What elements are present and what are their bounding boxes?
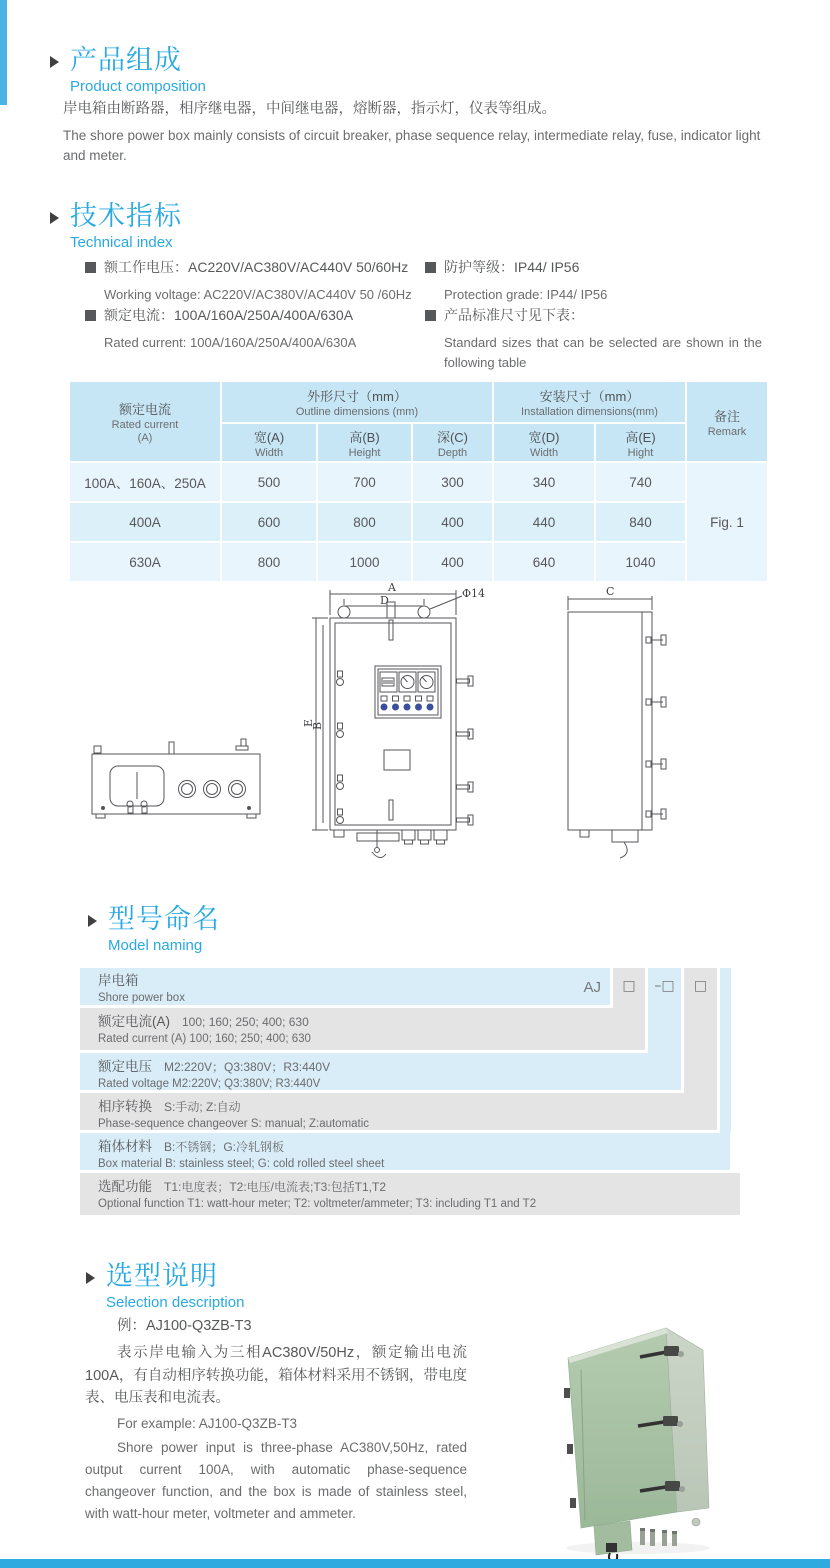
section-title-en: Technical index [70, 234, 173, 252]
cell-width: 500 [222, 463, 316, 501]
header-zh: 安装尺寸（mm） [539, 389, 640, 404]
header-en: Remark [707, 425, 747, 438]
dimensions-table [68, 380, 769, 583]
selection-example-zh: 例：AJ100-Q3ZB-T3 [117, 1318, 252, 1334]
section-arrow-icon [88, 915, 97, 927]
spec-working-voltage [85, 257, 425, 305]
cell-install-height: 840 [596, 503, 685, 541]
code-column-voltage [648, 968, 681, 1053]
cell-height: 1000 [318, 543, 411, 581]
spec-rated-current [85, 305, 425, 353]
spec-protection-grade [425, 257, 765, 305]
col-header-height-b: 高(B) Height [318, 424, 411, 461]
square-bullet-icon [85, 262, 96, 273]
section-arrow-icon [50, 56, 59, 68]
page-edge-tab [0, 0, 7, 105]
cell-install-height: 1040 [596, 543, 685, 581]
header-zh: 额定电流 [118, 402, 171, 417]
square-bullet-icon [425, 262, 436, 273]
cell-install-width: 440 [494, 503, 594, 541]
header-zh: 外形尺寸（mm） [307, 389, 407, 404]
cell-current: 630A [70, 543, 220, 581]
model-code-box: □ [693, 978, 708, 994]
model-row-rated-current: 额定电流(A) 100; 160; 250; 400; 630 Rated current (A) 100; 160; 250; 400; 630 [80, 1008, 645, 1050]
cell-depth: 300 [413, 463, 492, 501]
code-column-phase [684, 968, 717, 1093]
nameplate [384, 750, 410, 770]
model-row-box-material: 箱体材料 B:不锈钢；G:冷轧钢板 Box material B: stainless steel; G: cold rolled steel sheet [80, 1133, 730, 1170]
square-bullet-icon [425, 310, 436, 321]
model-code-prefix: AJ [583, 979, 601, 996]
cell-install-height: 740 [596, 463, 685, 501]
section-arrow-icon [86, 1272, 95, 1284]
spec-standard-sizes [425, 305, 765, 373]
model-row-rated-voltage: 额定电压 M2:220V；Q3:380V；R3:440V Rated voltage M2:220V; Q3:380V; R3:440V [80, 1053, 681, 1090]
model-naming-diagram [80, 968, 742, 1215]
col-header-width-a: 宽(A) Width [222, 424, 316, 461]
section-technical-index [50, 202, 182, 251]
cell-height: 800 [318, 503, 411, 541]
section-arrow-icon [50, 212, 59, 224]
dim-label-d: D [380, 594, 389, 607]
spec-en: Protection grade: IP44/ IP56 [444, 287, 608, 302]
cell-install-width: 340 [494, 463, 594, 501]
dim-label-b: B [311, 721, 324, 730]
spec-zh: 产品标准尺寸见下表： [444, 307, 584, 323]
page-footer-bar [0, 1559, 830, 1568]
composition-body-en: The shore power box mainly consists of circuit breaker, phase sequence relay, intermediate relay, fuse, indicator light and meter. [63, 128, 761, 164]
digital-meter [382, 678, 394, 686]
spec-zh: 额定电流：100A/160A/250A/400A/630A [104, 307, 354, 323]
header-en: Outline dimensions (mm) [295, 406, 419, 418]
front-view [312, 590, 473, 858]
model-row-phase-sequence: 相序转换 S:手动; Z:自动 Phase-sequence changeover S: manual; Z:automatic [80, 1093, 717, 1130]
side-view [568, 596, 666, 858]
cell-width: 600 [222, 503, 316, 541]
selection-body [85, 1314, 467, 1525]
square-bullet-icon [85, 310, 96, 321]
indicator-lights [381, 696, 434, 711]
dim-label-e: E [302, 718, 315, 727]
dim-label-a: A [388, 582, 396, 594]
section-title-zh: 型号命名 [108, 904, 220, 934]
selection-desc-zh: 表示岸电输入为三相AC380V/50Hz，额定输出电流100A，有自动相序转换功能，箱体材料采用不锈钢，带电度表、电压表和电流表。 [85, 1345, 467, 1406]
top-view [92, 739, 260, 818]
product-photo [550, 1314, 725, 1559]
cell-current: 100A、160A、250A [70, 463, 220, 501]
col-header-rated-current [70, 382, 220, 461]
col-group-installation [494, 382, 685, 422]
cell-depth: 400 [413, 503, 492, 541]
cell-height: 700 [318, 463, 411, 501]
breather-plug [692, 1518, 700, 1526]
header-zh: 备注 [713, 408, 740, 424]
section-product-composition [50, 46, 206, 95]
model-row-optional-function: 选配功能 T1:电度表；T2:电压/电流表;T3:包括T1,T2 Optional function T1: watt-hour meter; T2: voltmeter/ammeter; T3: including T1 and T2 [80, 1173, 740, 1215]
row-label-zh: 岸电箱 [98, 973, 139, 988]
col-header-width-d: 宽(D) Width [494, 424, 594, 461]
section-title-en: Product composition [70, 78, 206, 96]
door-lock [606, 1543, 617, 1552]
cell-install-width: 640 [494, 543, 594, 581]
section-title-zh: 技术指标 [70, 201, 182, 231]
table-row [70, 503, 767, 541]
header-en: Rated current [111, 419, 179, 431]
spec-en: Working voltage: AC220V/AC380V/AC440V 50 /60Hz [104, 287, 412, 302]
col-group-outline [222, 382, 492, 422]
header-en: Installation dimensions(mm) [521, 406, 658, 418]
cell-current: 400A [70, 503, 220, 541]
meter-panel [375, 666, 441, 718]
dim-label-c: C [606, 585, 615, 598]
table-row [70, 543, 767, 581]
spec-en: Rated current: 100A/160A/250A/400A/630A [104, 335, 357, 350]
cell-width: 800 [222, 543, 316, 581]
door-latches [457, 676, 474, 825]
model-code-dash-box: –□ [654, 978, 675, 994]
col-header-depth-c: 深(C) Depth [413, 424, 492, 461]
code-column-current [613, 968, 645, 1008]
model-code-box: □ [622, 978, 636, 994]
composition-body-zh: 岸电箱由断路器，相序继电器，中间继电器，熔断器，指示灯，仪表等组成。 [63, 101, 556, 117]
header-unit: (A) [137, 432, 153, 444]
dim-label-phi14: Φ14 [462, 587, 486, 600]
cell-depth: 400 [413, 543, 492, 581]
spec-en: Standard sizes that can be selected are shown in the following table [444, 335, 762, 371]
spec-zh: 额工作电压：AC220V/AC380V/AC440V 50/60Hz [104, 259, 409, 275]
section-model-naming [88, 905, 220, 954]
section-title-zh: 产品组成 [70, 45, 182, 75]
section-title-en: Model naming [108, 937, 203, 955]
lock-handle [609, 1553, 617, 1559]
col-header-height-e: 高(E) Hight [596, 424, 685, 461]
cell-remark: Fig. 1 [687, 463, 767, 581]
selection-example-en: For example: AJ100-Q3ZB-T3 [117, 1415, 298, 1431]
technical-drawing [72, 582, 762, 882]
table-row [70, 463, 767, 501]
spec-zh: 防护等级：IP44/ IP56 [444, 259, 580, 275]
selection-desc-en: Shore power input is three-phase AC380V,50Hz, rated output current 100A, with automatic phase-sequence changeover function, and the box is made of stainless steel, with watt-hour meter, voltmeter and ammeter. [85, 1439, 467, 1521]
section-title-en: Selection description [106, 1294, 245, 1312]
side-latches [646, 635, 666, 819]
door-hinges [337, 671, 344, 824]
section-title-zh: 选型说明 [106, 1261, 218, 1291]
col-header-remark [687, 382, 767, 461]
cable-glands [334, 830, 447, 858]
code-column-material [720, 968, 731, 1133]
section-selection-description [86, 1262, 244, 1311]
row-label-en: Shore power box [98, 991, 185, 1004]
model-row-shore-power-box [80, 968, 610, 1005]
